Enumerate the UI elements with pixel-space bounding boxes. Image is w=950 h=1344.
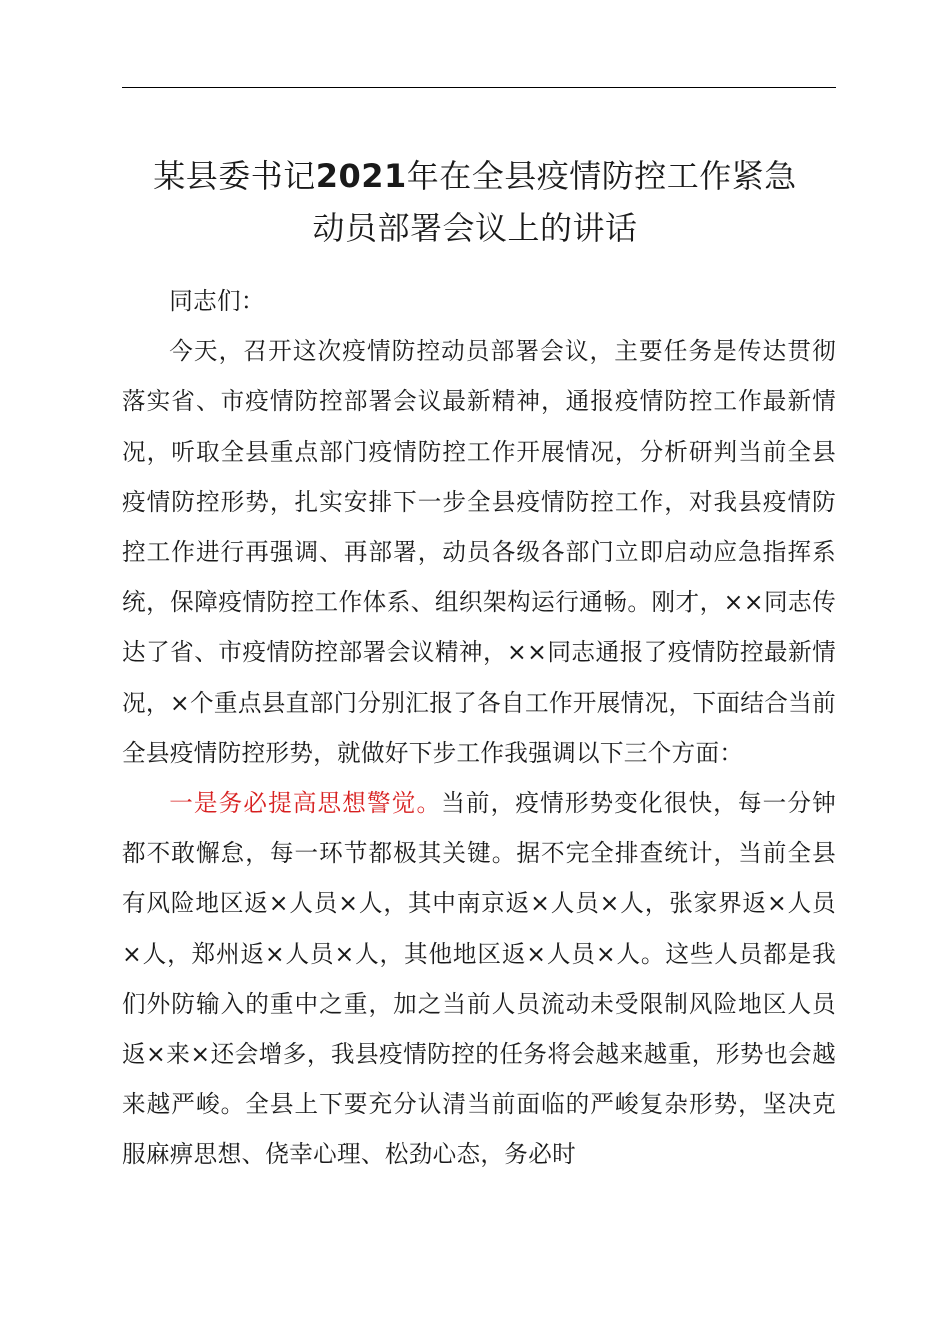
title-line-1-rest: 年在全县疫情防控工作紧急 [406, 157, 797, 195]
title-line-2: 动员部署会议上的讲话 [312, 209, 638, 247]
paragraph-point-1 [122, 778, 836, 1180]
salutation: 同志们： [169, 287, 265, 315]
title-prefix: 某县委书记 [153, 157, 316, 195]
point-1-text: 当前，疫情形势变化很快，每一分钟都不敢懈怠，每一环节都极其关键。据不完全排查统计，当前全县有风险地区返×人员×人，其中南京返×人员×人，张家界返×人员×人，郑州返×人员×人，其他地区返×人员×人。这些人员都是我们外防输入的重中之重，加之当前人员流动未受限制风险地区人员返×来×还会增多，我县疫情防控的任务将会越来越重，形势也会越来越严峻。全县上下要充分认清当前面临的严峻复杂形势，坚决克服麻痹思想、侥幸心理、松劲心态，务必时 [122, 789, 836, 1169]
title-line-1 [100, 150, 850, 202]
document-body [122, 276, 836, 1180]
document-title [100, 150, 850, 254]
point-1-heading: 一是务必提高思想警觉。 [169, 789, 442, 818]
title-year: 2021 [315, 157, 407, 195]
header-rule [122, 87, 836, 88]
paragraph-intro: 今天，召开这次疫情防控动员部署会议，主要任务是传达贯彻落实省、市疫情防控部署会议最新精神，通报疫情防控工作最新情况，听取全县重点部门疫情防控工作开展情况，分析研判当前全县疫情防控形势，扎实安排下一步全县疫情防控工作，对我县疫情防控工作进行再强调、再部署，动员各级各部门立即启动应急指挥系统，保障疫情防控工作体系、组织架构运行通畅。刚才，××同志传达了省、市疫情防控部署会议精神，××同志通报了疫情防控最新情况，×个重点县直部门分别汇报了各自工作开展情况，下面结合当前全县疫情防控形势，就做好下步工作我强调以下三个方面： [122, 337, 836, 767]
